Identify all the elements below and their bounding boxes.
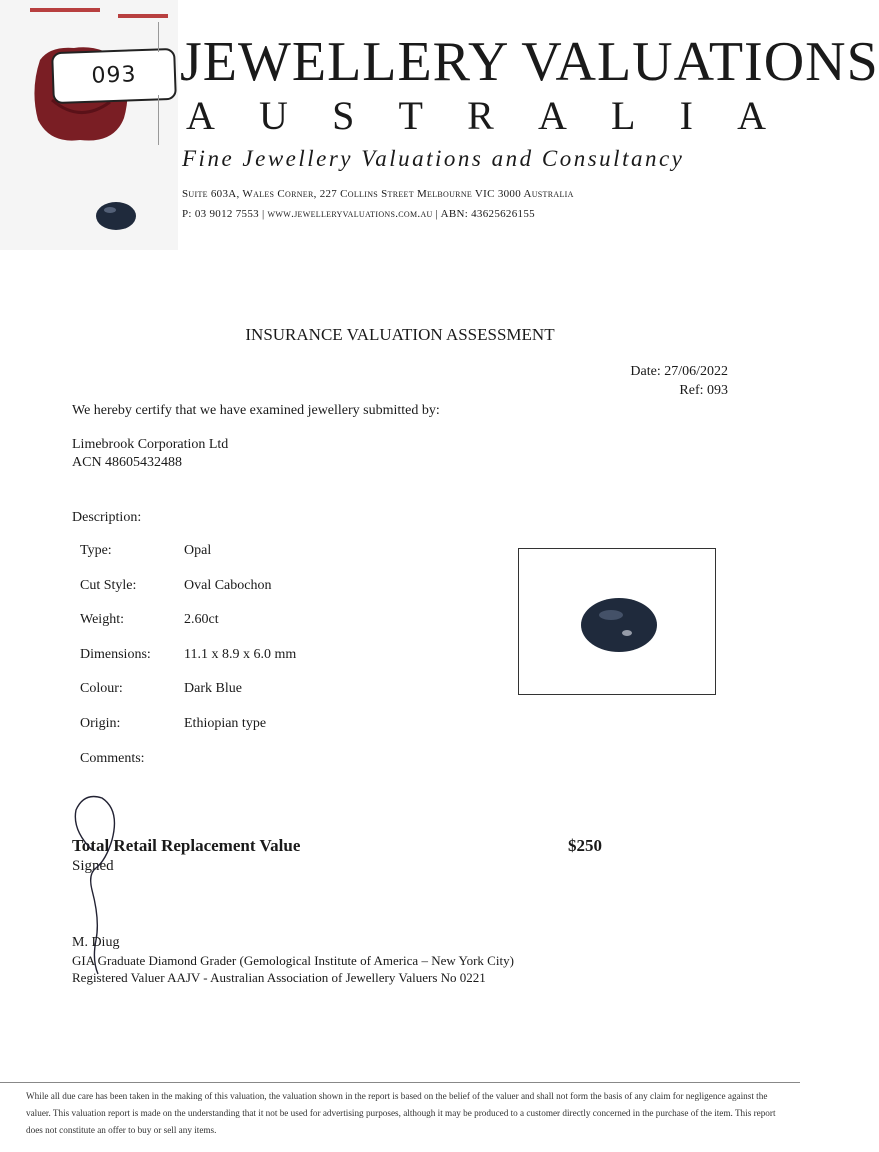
cut-style-label: Cut Style:	[80, 578, 137, 593]
red-tape-strip	[118, 14, 168, 18]
certify-statement: We hereby certify that we have examined jewellery submitted by:	[72, 403, 440, 418]
cut-style-value: Oval Cabochon	[184, 578, 272, 593]
brand-letter: U	[259, 93, 288, 138]
disclaimer: While all due care has been taken in the making of this valuation, the valuation shown in the report is based on the belief of the valuer and shall not form the basis of any claim for negligence against the valuer. This valuation report is made on the understanding that it not be used for advertising purposes, although it may be produced to a customer directly concerned in the purchase of the item. This report does not constitute an offer to buy or sell any items.	[26, 1091, 776, 1135]
client-name: Limebrook Corporation Ltd	[72, 437, 229, 452]
opal-stone-icon	[519, 549, 715, 694]
weight-label: Weight:	[80, 612, 124, 627]
signed-label: Signed	[72, 858, 114, 874]
valuer-credential-aajv: Registered Valuer AAJV - Australian Association of Jewellery Valuers No 0221	[72, 970, 486, 985]
page-title: INSURANCE VALUATION ASSESSMENT	[245, 325, 555, 344]
red-tape-strip	[30, 8, 100, 12]
brand-letter: R	[467, 93, 494, 138]
brand-letter: T	[398, 93, 423, 138]
origin-value: Ethiopian type	[184, 716, 267, 731]
valuer-credential-gia: GIA Graduate Diamond Grader (Gemological Institute of America – New York City)	[72, 953, 514, 968]
brand-letter: S	[332, 93, 355, 138]
type-value: Opal	[184, 543, 212, 558]
brand-name: JEWELLERY VALUATIONS	[180, 31, 879, 93]
weight-value: 2.60ct	[184, 612, 219, 627]
divider	[158, 95, 159, 145]
brand-letter: A	[537, 93, 567, 138]
footer-divider	[0, 1082, 800, 1083]
comments-label: Comments:	[80, 751, 145, 766]
colour-value: Dark Blue	[184, 681, 242, 696]
brand-letter: I	[679, 93, 693, 138]
company-contact: P: 03 9012 7553 | www.jewelleryvaluations.com.au | ABN: 43625626155	[182, 208, 535, 220]
divider	[158, 22, 159, 52]
dimensions-value: 11.1 x 8.9 x 6.0 mm	[184, 647, 297, 662]
total-value-amount: $250	[568, 836, 602, 855]
brand-letter: L	[610, 93, 636, 138]
type-label: Type:	[80, 543, 112, 558]
tagline: Fine Jewellery Valuations and Consultancy	[182, 146, 685, 171]
total-value-label: Total Retail Replacement Value	[72, 836, 301, 855]
brand-letter: A	[186, 93, 215, 138]
client-acn: ACN 48605432488	[72, 455, 183, 470]
reference-tag: 093	[51, 48, 177, 104]
reference-number: Ref: 093	[679, 383, 728, 398]
origin-label: Origin:	[80, 716, 121, 731]
valuation-date: Date: 27/06/2022	[630, 364, 728, 379]
dimensions-label: Dimensions:	[80, 647, 151, 662]
opal-thumbnail-icon	[94, 200, 138, 232]
description-heading: Description:	[72, 510, 142, 525]
colour-label: Colour:	[80, 681, 123, 696]
stone-photo	[518, 548, 716, 695]
brand-letter: A	[737, 93, 766, 138]
company-address: Suite 603A, Wales Corner, 227 Collins Street Melbourne VIC 3000 Australia	[182, 188, 574, 200]
valuer-name: M. Diug	[72, 935, 120, 950]
brand-subtitle	[186, 92, 766, 136]
